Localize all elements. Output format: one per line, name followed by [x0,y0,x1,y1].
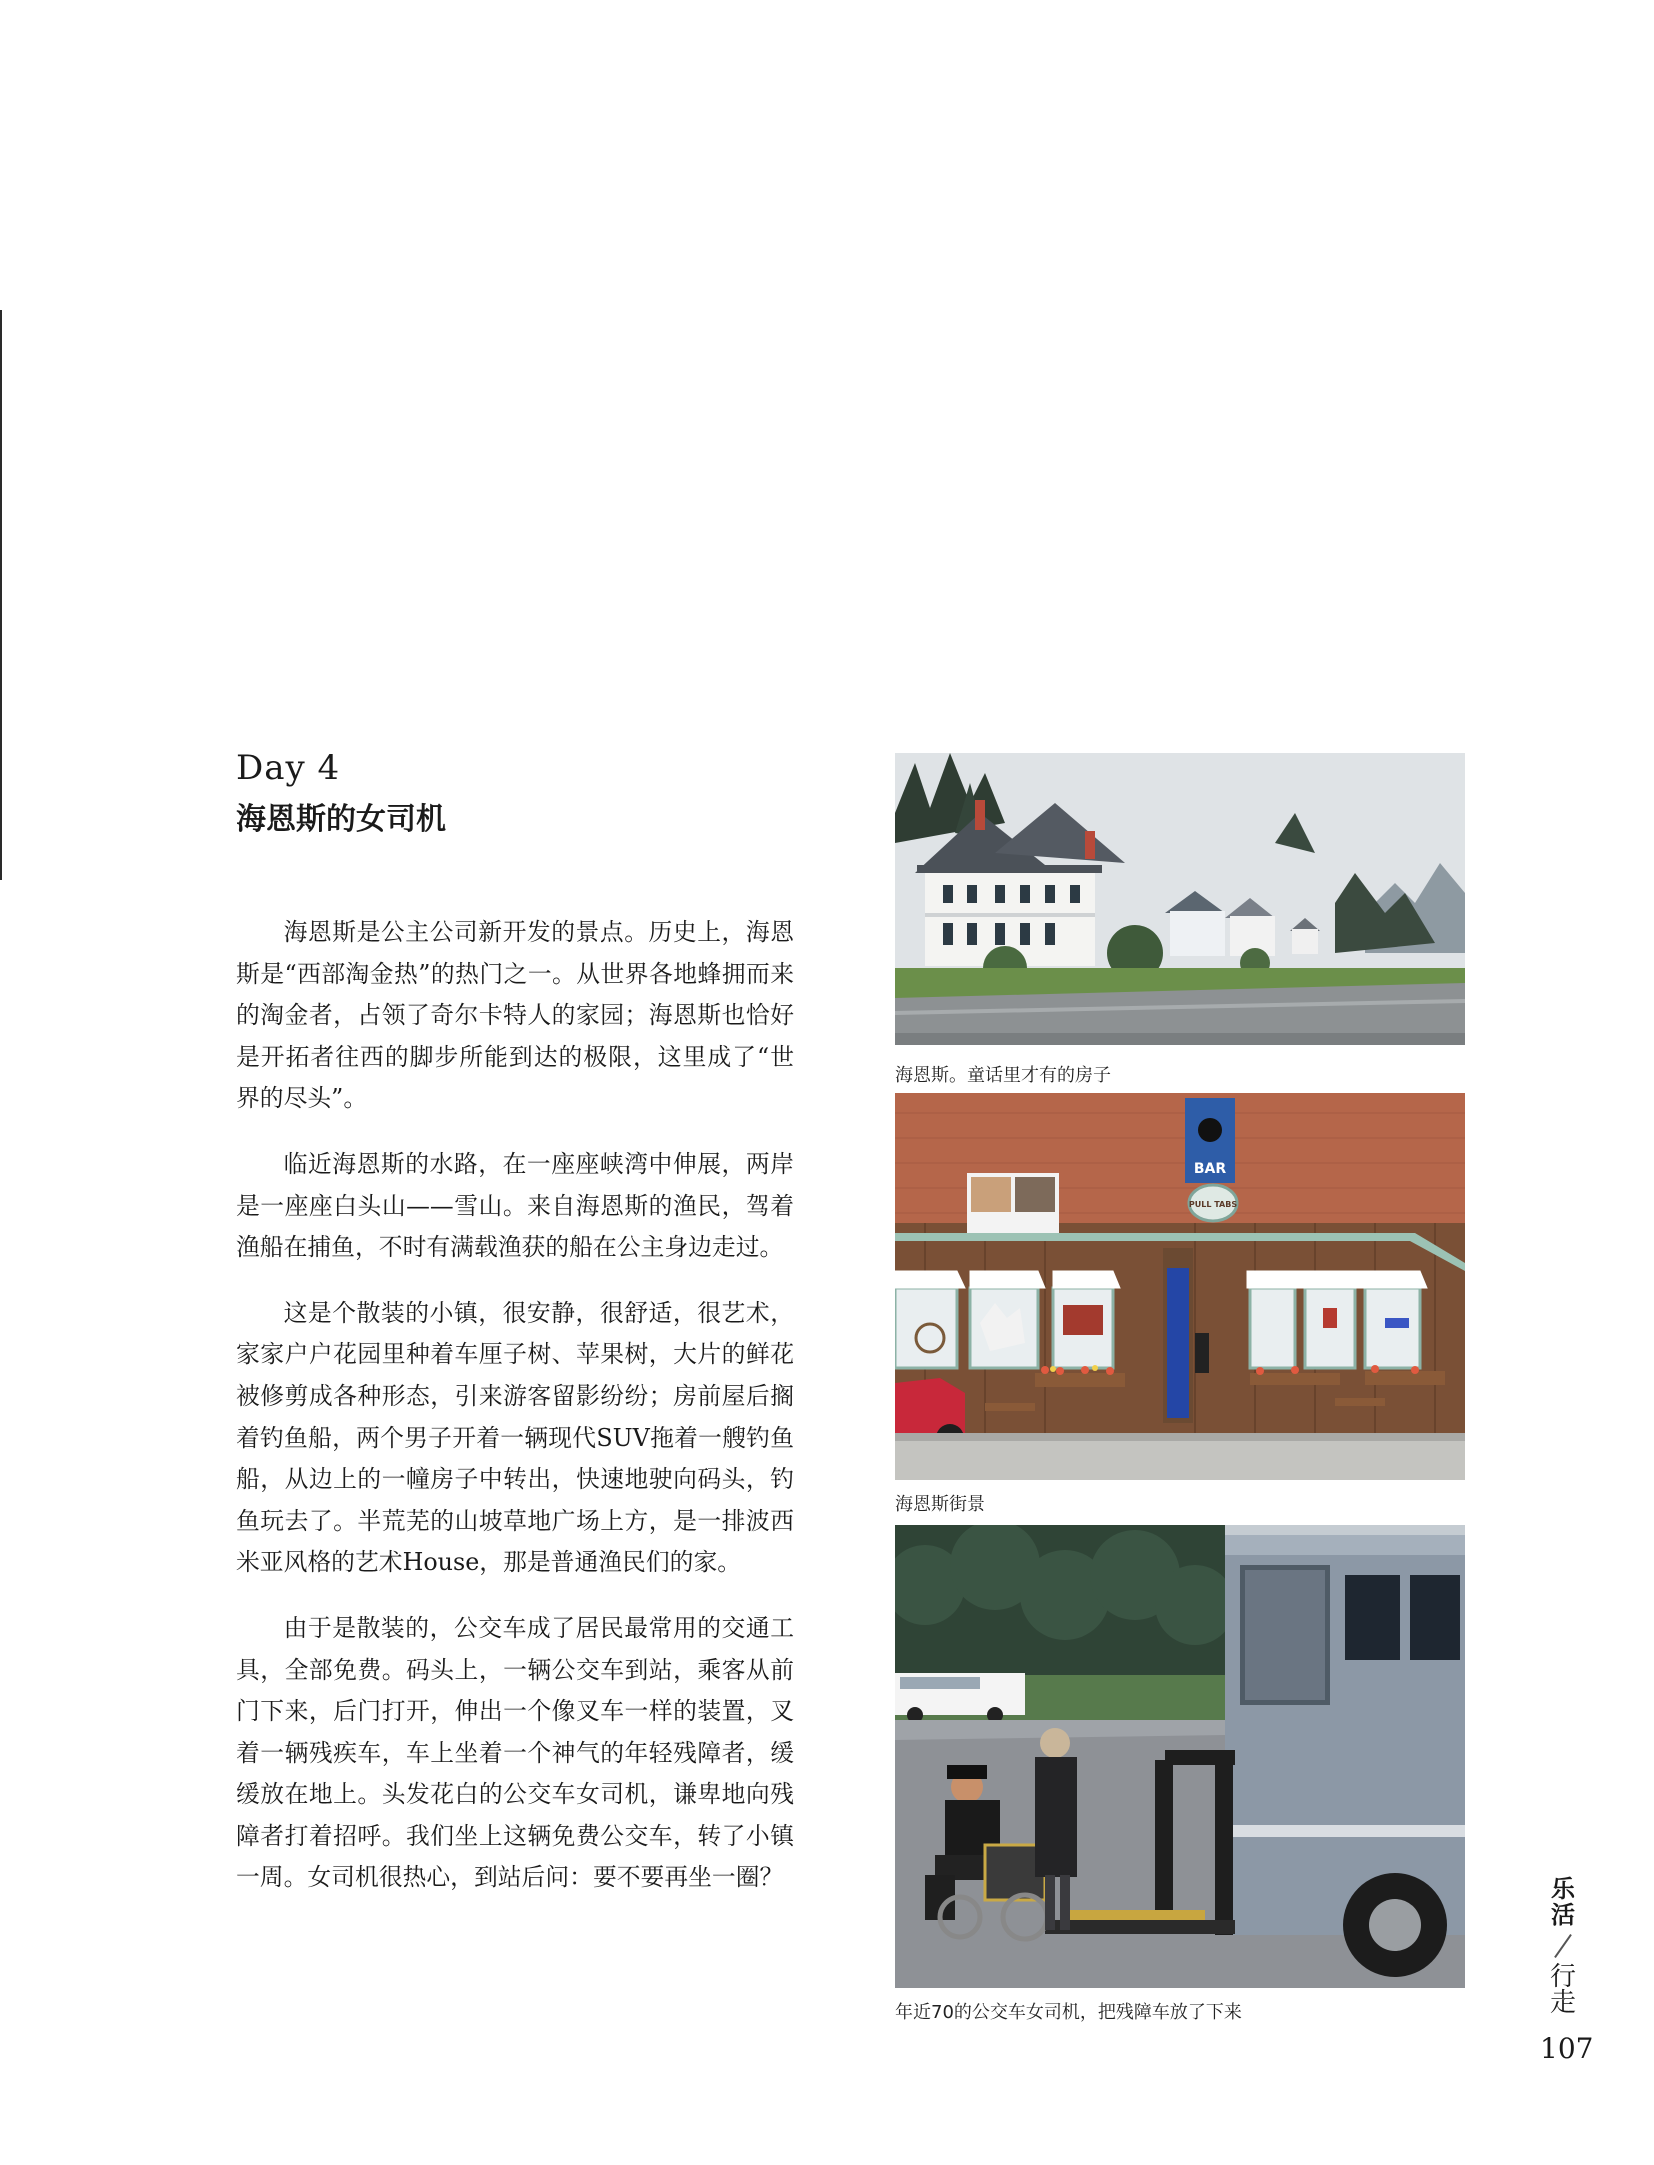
photo-street-scene [895,1093,1465,1480]
section-sub-label: 乐活 [1551,1875,1575,1929]
paragraph-4: 由于是散装的，公交车成了居民最常用的交通工具，全部免费。码头上，一辆公交车到站，乘客从前门下来，后门打开，伸出一个像叉车一样的装置，叉着一辆残疾车，车上坐着一个神气的年轻残障者，缓缓放在地上。头发花白的公交车女司机，谦卑地向残障者打着招呼。我们坐上这辆免费公交车，转了小镇一周。女司机很热心，到站后问：要不要再坐一圈？ [236,1613,794,1892]
bar-sign: BAR [1193,1161,1227,1177]
paragraph-2: 临近海恩斯的水路，在一座座峡湾中伸展，两岸是一座座白头山——雪山。来自海恩斯的渔民，驾着渔船在捕鱼，不时有满载渔获的船在公主身边走过。 [236,1149,794,1262]
victorian-houses-image [895,753,1465,1045]
pull-tabs-sign: PULL TABS [1188,1200,1238,1209]
photo-victorian-houses [895,753,1465,1045]
section-main-label: 行走 [1549,1962,1576,2018]
day-label: Day 4 [236,748,341,788]
photo-bus-lift [895,1525,1465,1988]
caption-photo-1: 海恩斯。童话里才有的房子 [895,1065,1111,1086]
article-body [236,912,794,1923]
street-scene-image [895,1093,1465,1480]
section-tag [1548,1876,1578,2016]
paragraph-1: 海恩斯是公主公司新开发的景点。历史上，海恩斯是“西部淘金热”的热门之一。从世界各地蜂拥而来的淘金者，占领了奇尔卡特人的家园；海恩斯也恰好是开拓者往西的脚步所能到达的极限，这里成了“世界的尽头”。 [236,918,794,1113]
article-title: 海恩斯的女司机 [236,802,446,837]
paragraph-3: 这是个散装的小镇，很安静，很舒适，很艺术，家家户户花园里种着车厘子树、苹果树，大片的鲜花被修剪成各种形态，引来游客留影纷纷；房前屋后搁着钓鱼船，两个男子开着一辆现代SUV拖着一艘钓鱼船，从边上的一幢房子中转出，快速地驶向码头，钓鱼玩去了。半荒芜的山坡草地广场上方，是一排波西米亚风格的艺术House，那是普通渔民们的家。 [236,1298,794,1577]
section-divider [1554,1934,1572,1958]
caption-photo-2: 海恩斯街景 [895,1494,985,1515]
page-number: 107 [1540,2032,1594,2065]
bus-lift-image [895,1525,1465,1988]
page-edge-rule [0,310,2,880]
caption-photo-3: 年近70的公交车女司机，把残障车放了下来 [895,2002,1242,2023]
